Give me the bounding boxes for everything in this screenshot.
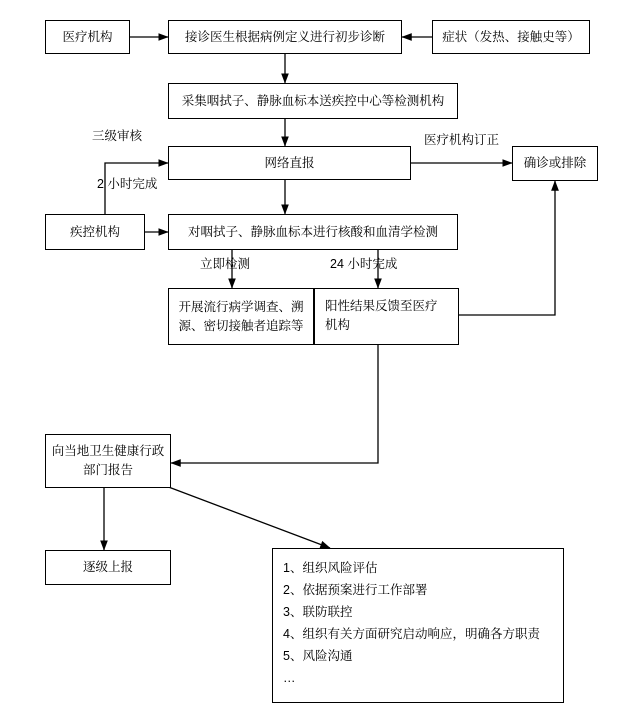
node-report-upward[interactable] [45,550,171,585]
node-epi-investigation[interactable] [168,288,314,345]
node-initial-diagnosis[interactable] [168,20,402,54]
node-collect-sample[interactable] [168,83,458,119]
node-label: 逐级上报 [82,560,133,574]
node-measures-box[interactable] [272,548,564,703]
node-direct-report[interactable] [168,146,411,180]
node-label: 阳性结果反馈至医疗机构 [325,299,438,332]
edge-label-medical-correct: 医疗机构订正 [424,133,500,147]
edge-label-twentyfour-hours: 24 小时完成 [330,257,398,271]
node-label: 接诊医生根据病例定义进行初步诊断 [184,29,385,44]
measures-item-1: 1、组织风险评估 [283,561,378,575]
measures-item-4: 4、组织有关方面研究启动响应，明确各方职责 [283,627,540,641]
edge-label-three-level-review: 三级审核 [92,129,143,143]
measures-list [283,557,540,689]
node-feedback-positive[interactable] [314,288,459,345]
node-cdc-org[interactable] [45,214,145,250]
node-medical-org[interactable] [45,20,130,54]
measures-item-3: 3、联防联控 [283,605,353,619]
measures-item-5: 5、风险沟通 [283,649,353,663]
edge-label-test-immediately: 立即检测 [200,257,251,271]
node-label: 开展流行病学调查、溯源、密切接触者追踪等 [178,299,304,333]
node-label: 医疗机构 [62,29,113,44]
node-symptoms[interactable] [432,20,590,54]
node-label: 采集咽拭子、静脉血标本送疾控中心等检测机构 [181,93,445,108]
node-label: 疾控机构 [69,224,120,239]
node-confirm-exclude[interactable] [512,146,598,181]
node-lab-test[interactable] [168,214,458,250]
node-label: 症状（发热、接触史等） [442,29,580,44]
node-report-health[interactable] [45,434,171,488]
edge-label-two-hours: 2 小时完成 [97,177,158,191]
node-label: 向当地卫生健康行政部门报告 [51,444,165,477]
node-label: 网络直报 [264,155,315,170]
node-label: 确诊或排除 [523,156,587,170]
measures-item-6: … [283,671,296,685]
node-label: 对咽拭子、静脉血标本进行核酸和血清学检测 [187,224,438,239]
measures-item-2: 2、依据预案进行工作部署 [283,583,428,597]
